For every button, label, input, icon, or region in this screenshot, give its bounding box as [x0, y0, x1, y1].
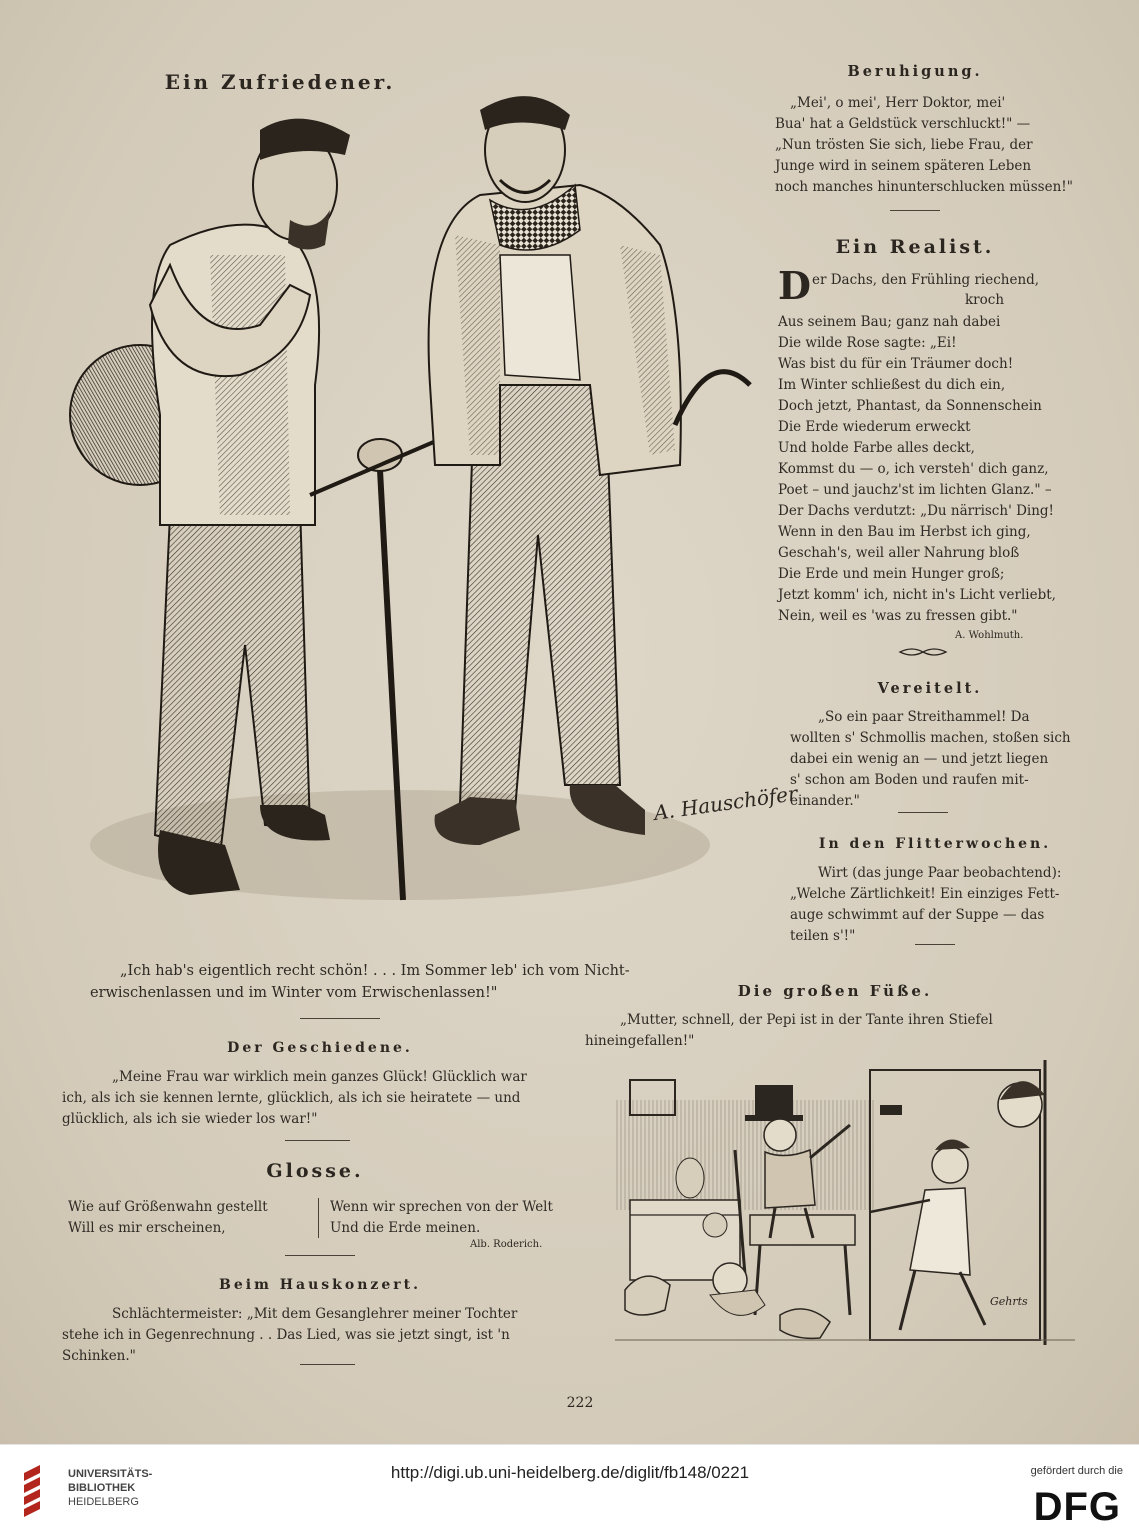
fuesse-title: Die großen Füße. — [737, 982, 933, 1000]
fuesse-text: „Mutter, schnell, der Pepi ist in der Tante ihren Stiefel hineingefallen!" — [585, 1012, 993, 1049]
library-name: UNIVERSITÄTS- BIBLIOTHEK HEIDELBERG — [68, 1468, 153, 1508]
realist-first-line-cont: kroch — [965, 292, 1005, 308]
page-number: 222 — [566, 1395, 594, 1411]
right-man-figure — [429, 96, 750, 845]
realist-author: A. Wohlmuth. — [955, 630, 1024, 641]
main-caption — [90, 960, 670, 1004]
funded-by-label: gefördert durch die — [1030, 1465, 1123, 1477]
hauskonzert-title: Beim Hauskonzert. — [219, 1277, 421, 1293]
hauskonzert-text: Schlächtermeister: „Mit dem Gesanglehrer meiner Tochter stehe ich in Gegenrechnung . . Das Lied, was sie jetzt singt, ist 'n Schinken." — [62, 1306, 518, 1364]
realist-poem: Aus seinem Bau; ganz nah dabei Die wilde Rose sagte: „Ei! Was bist du für ein Träumer doch! Im Winter schließest du dich ein, Doch jetzt, Phantast, da Sonnenschein Die Erde wiederum erweckt Und holde Farbe alles deckt, Kommst du — o, ich versteh' dich ganz, Poet – und jauchz'st im lichten Glanz." – Der Dachs verdutzt: „Du närrisch' Ding! Wenn in den Bau im Herbst ich ging, Geschah's, weil aller Nahrung bloß Die Erde und mein Hunger groß; Jetzt komm' ich, nicht in's Licht verliebt, Nein, weil es 'was zu fressen gibt." — [778, 314, 1056, 624]
university-library-logo-icon — [18, 1463, 60, 1519]
source-url-link[interactable]: http://digi.ub.uni-heidelberg.de/diglit/fb148/0221 — [390, 1463, 750, 1482]
caption-line-1: „Ich hab's eigentlich recht schön! . . . Im Sommer leb' ich vom Nicht- — [120, 963, 630, 979]
realist-dropcap: D — [778, 263, 811, 308]
caption-line-2: erwischenlassen und im Winter vom Erwischenlassen!" — [90, 985, 498, 1001]
realist-title: Ein Realist. — [835, 236, 995, 258]
divider — [285, 1140, 350, 1141]
divider — [300, 1364, 355, 1365]
vereitelt-text: „So ein paar Streithammel! Da wollten s' Schmollis machen, stoßen sich dabei ein wenig an — und jetzt liegen s' schon am Boden und raufen mit- einander." — [790, 709, 1071, 809]
flitterwochen-title: In den Flitterwochen. — [818, 836, 1052, 852]
illustration-two-men — [60, 85, 799, 915]
dfg-logo: DFG — [1033, 1485, 1121, 1529]
left-man-figure — [70, 119, 402, 895]
artist-signature: A. Hauschöfer — [652, 781, 799, 825]
beruhigung-title: Beruhigung. — [847, 63, 983, 80]
illustration-children — [615, 1060, 1075, 1350]
footer-bar — [0, 1444, 1139, 1536]
divider — [898, 812, 948, 813]
glosse-right: Wenn wir sprechen von der Welt Und die Erde meinen. — [330, 1199, 553, 1236]
geschiedene-title: Der Geschiedene. — [227, 1040, 413, 1056]
children-signature: Gehrts — [990, 1295, 1028, 1308]
beruhigung-text: „Mei', o mei', Herr Doktor, mei' Bua' hat a Geldstück verschluckt!" — „Nun trösten Sie sich, liebe Frau, der Junge wird in seinem späteren Leben noch manches hinunterschlucken müssen!" — [775, 95, 1073, 195]
divider — [915, 944, 955, 945]
divider — [300, 1018, 380, 1019]
glosse-left: Wie auf Größenwahn gestellt Will es mir erscheinen, — [68, 1199, 268, 1236]
glosse-column-rule — [318, 1198, 319, 1238]
divider — [890, 210, 940, 211]
flitterwochen-text: Wirt (das junge Paar beobachtend): „Welche Zärtlichkeit! Ein einziges Fett- auge schwimmt auf der Suppe — das teilen s'!" — [790, 865, 1062, 944]
glosse-author: Alb. Roderich. — [470, 1239, 543, 1250]
realist-first-line: er Dachs, den Frühling riechend, — [812, 272, 1040, 288]
main-title: Ein Zufriedener. — [164, 70, 396, 94]
divider — [285, 1255, 355, 1256]
geschiedene-text: „Meine Frau war wirklich mein ganzes Glück! Glücklich war ich, als ich sie kennen lernte, glücklich, als ich sie heiratete — und glücklich, als ich sie wieder los war!" — [62, 1069, 527, 1127]
vereitelt-title: Vereitelt. — [877, 680, 983, 697]
glosse-title: Glosse. — [266, 1160, 364, 1182]
ornament-divider — [898, 646, 948, 658]
